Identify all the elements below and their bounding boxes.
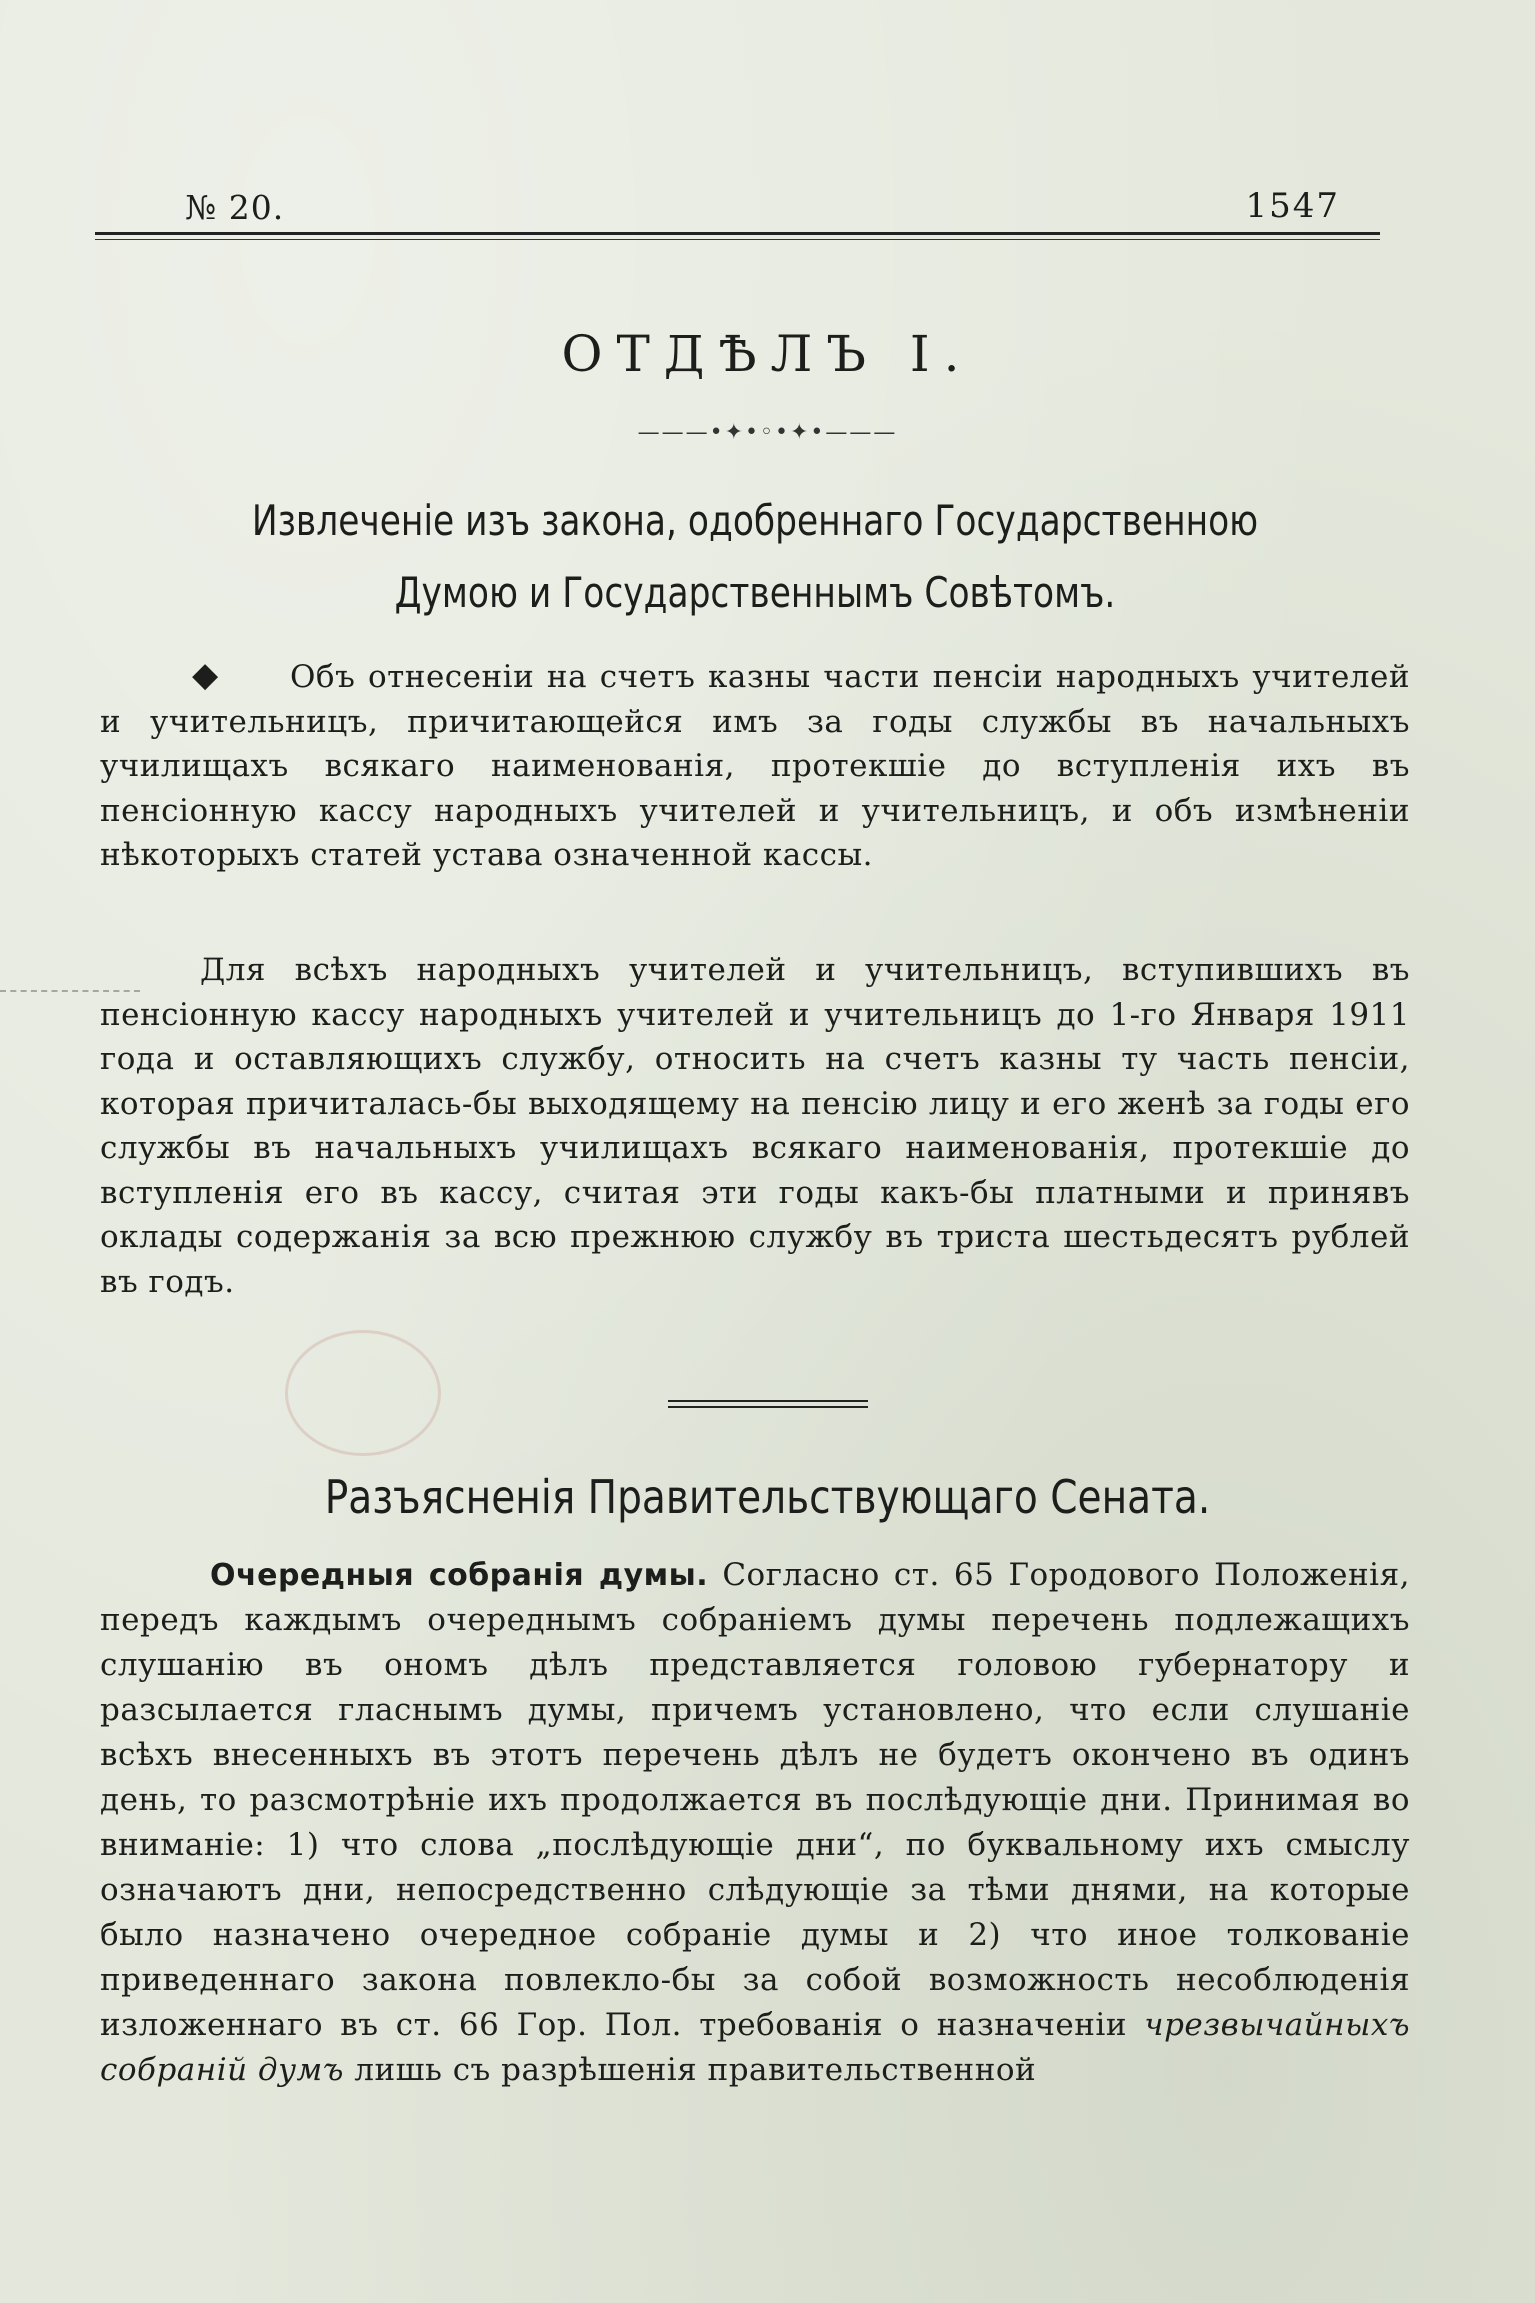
faded-stamp xyxy=(285,1330,441,1456)
senate-body-end: лишь съ разрѣшенія правительственной xyxy=(354,2052,1037,2088)
law-body-paragraph: Для всѣхъ народныхъ учителей и учительницъ, вступившихъ въ пенсіонную кассу народныхъ учителей и учительницъ до 1-го Января 1911 года и оставляющихъ службу, относить на счетъ казны ту часть пенсіи, которая причиталась-бы выходящему на пенсію лицу и его женѣ за годы его службы въ начальныхъ училищахъ всякаго наименованія, протекшіе до вступленія его въ кассу, считая эти годы какъ-бы платными и принявъ оклады содержанія за всю прежнюю службу въ триста шестьдесятъ рублей въ годъ. xyxy=(100,952,1410,1300)
law-summary-paragraph xyxy=(100,655,1410,878)
law-summary-text: Объ отнесеніи на счетъ казны части пенсіи народныхъ учителей и учительницъ, причитающейся имъ за годы службы въ начальныхъ училищахъ всякаго наименованія, протекшіе до вступленія ихъ въ пенсіонную кассу народныхъ учителей и учительницъ, и объ измѣненіи нѣкоторыхъ статей устава означенной кассы. xyxy=(100,659,1410,873)
header-rule xyxy=(95,232,1380,240)
senate-body-start: Согласно ст. 65 Городового Положенія, передъ каждымъ очереднымъ собраніемъ думы перечень подлежащихъ слушанію въ ономъ дѣлъ представляется головою губернатору и разсылается гласнымъ думы, причемъ установлено, что если слушаніе всѣхъ внесенныхъ въ этотъ перечень дѣлъ не будетъ окончено въ одинъ день, то разсмотрѣніе ихъ продолжается въ послѣдующіе дни. Принимая во вниманіе: 1) что слова „послѣдующіе дни“, по буквальному ихъ смыслу означаютъ дни, непосредственно слѣдующіе за тѣми днями, на которые было назначено очередное собраніе думы и 2) что иное толкованіе приведеннаго закона повлекло-бы за собой возможность несоблюденія изложеннаго въ ст. 66 Гор. Пол. требованія о назначеніи xyxy=(100,1557,1410,2043)
section-divider xyxy=(668,1400,868,1408)
senate-heading: Разъясненія Правительствующаго Сената. xyxy=(324,1470,1211,1524)
section-title: ОТДѢЛЪ I. xyxy=(561,325,974,383)
issue-number: № 20. xyxy=(185,188,285,227)
italic-phrase: чрезвычайныхъ собраній думъ xyxy=(100,2007,1410,2088)
page-header xyxy=(95,180,1380,230)
page-number: 1547 xyxy=(1245,186,1340,226)
ornament-divider: ———•✦•◦•✦•——— xyxy=(637,420,898,445)
paragraph-lead: Очередныя собранія думы. xyxy=(210,1558,709,1593)
diamond-bullet-icon: ◆ xyxy=(192,655,219,695)
senate-paragraph xyxy=(100,1553,1410,2093)
law-heading: Извлеченіе изъ закона, одобреннаго Государственною Думою и Государственнымъ Совѣтомъ. xyxy=(251,496,1259,617)
